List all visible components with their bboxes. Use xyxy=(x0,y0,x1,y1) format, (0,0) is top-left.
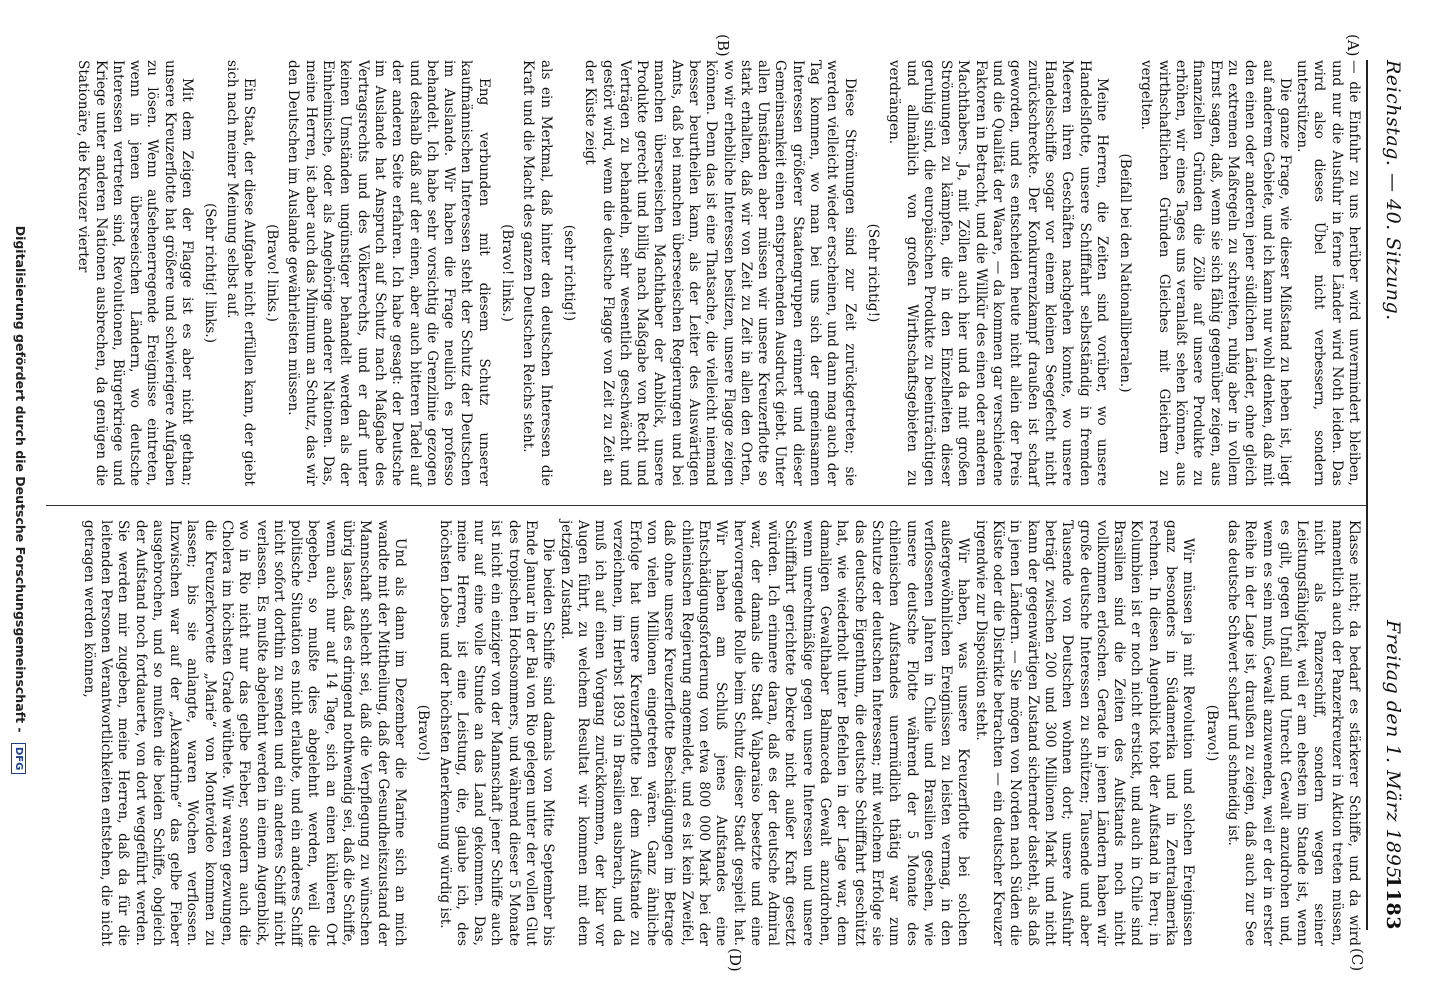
margin-marker-a: (A) xyxy=(1344,34,1362,57)
page-number: 1183 xyxy=(1382,875,1404,930)
paragraph: Mit dem Zeigen der Flagge ist es aber nicht gethan; unsere Kreuzerflotte hat größere und schwierigere Aufgaben zu lösen. Wenn aufsehenerregende Ereignisse eintreten, wenn in jenen überseeischen Ländern, wo deutsche Interessen vertreten sind, Revolutionen, Bürgerkriege und Kriege unter anderen Nationen ausbrechen, da genügen die Stationäre, die Kreuzer vierter xyxy=(75,60,195,486)
paragraph: Und als dann im Dezember die Marine sich an mich wandte mit der Mittheilung, daß der Gesundheitszustand der Mannschaft schlecht sei, daß die Verpflegung zu wünschen übrig lasse, daß es dringend nothwendig sei, daß die Schiffe, wenn auch nur auf 14 Tage, sich an einen kühleren Ort begeben, so mußte dies abgelehnt werden, weil die politische Situation es nicht erlaubte, und ein anderes Schiff nicht sofort dorthin zu senden und ein anderes Schiff nicht verlassen. Es mußte abgelehnt werden in einem Augenblick, wo in Rio nicht nur das gelbe Fieber, sondern auch die Cholera im höchsten Grade wüthete. Wir waren gezwungen, die Kreuzerkorvette „Marie“ von Montevideo kommen zu lassen; bis sie anlangte, waren Wochen verflossen. Inzwischen war auf der „Alexandrine“ das gelbe Fieber ausgebrochen, und so mußten die beiden Schiffe, obgleich der Aufstand noch fortdauerte, von dort weggeführt werden. Sie werden mir zugeben, meine Herren, daß da für die leitenden Personen Verantwortlichkeiten entstehen, die nicht getragen werden können, xyxy=(80,520,408,946)
paragraph: Wir haben, was unsere Kreuzerflotte bei solchen außergewöhnlichen Ereignissen zu leisten vermag, in den verflossenen Jahren in Chile und Brasilien gesehen, wie unsere deutsche Flotte während der 5 Monate des chilenischen Aufstandes unermüdlich thätig war zum Schutze der deutschen Interessen; mit welchem Erfolge sie das deutsche Eigenthum, die deutsche Schifffahrt geschützt hat, wie wiederholt unter Befehlen in der Lage war, dem damaligen Gewalthaber Balmaceda Gewalt anzudrohen, wenn unrechtmäßige gegen unsere Interessen und unsere Schifffahrt gerichtete Dekrete nicht außer Kraft gesetzt würden. Ich erinnere daran, daß es der deutsche Admiral war, der damals die Stadt Valparaiso besetzte und eine hervorragende Rolle beim Schutz dieser Stadt gespielt hat. Wir haben am Schluß jenes Aufstandes eine Entschädigungsforderung von etwa 800 000 Mark bei der chilenischen Regierung angemeldet, und es ist kein Zweifel, daß ohne unsere Kreuzerflotte Beschädigungen im Betrage von vielen Millionen eingetreten wären. Ganz ähnliche Erfolge hat unsere Kreuzerflotte bei dem Aufstande zu verzeichnen, im Herbst 1893 in Brasilien ausbrach, und da muß ich auf einen Vorgang zurückkommen, der klar vor Augen führt, zu welchem Resultat wir kommen mit dem jetzigen Zustand. xyxy=(557,520,972,946)
interjection: (Sehr richtig! links.) xyxy=(202,202,219,344)
interjection: (Beifall bei den Nationalliberalen.) xyxy=(1117,153,1134,393)
paragraph: Meine Herren, die Zeiten sind vorüber, wo unsere Handelsflotte, unsere Schifffahrt selbstständig in fremden Meeren ihren Geschäften nachgehen konnte, wo unsere Handelsschiffe sogar vor einem kleinen Seegefecht nicht zurückschreckte. Der Konkurrenzkampf draußen ist scharf geworden, und es entscheiden heute nicht allein der Preis und die Qualität der Waare, — da kommen gar verschiedene Faktoren in Betracht, und die Willkür des einen oder anderen Machthabers. Ja, mit Zöllen auch hier und da mit großen Strömungen zu kämpfen, die in den Einzelheiten dieser geruhig sind, die europäischen Produkte zu beeinträchtigen und allmählich von großen Wirthschaftsgebieten zu verdrängen. xyxy=(886,60,1110,486)
digitization-footer xyxy=(4,0,28,1000)
paragraph: Diese Strömungen sind zur Zeit zurückgetreten; sie werden vielleicht wieder erscheinen, und dann mag auch der Tag kommen, wo man bei uns sich der gemeinsamen Interessen größerer Staatengruppen erinnert und dieser Gemeinsamkeit einen entsprechenden Ausdruck giebt. Unter allen Umständen aber müssen wir unsere Kreuzerflotte so stark erhalten, daß wir von Zeit zu Zeit in allen den Orten, wo wir erhebliche Interessen besitzen, unsere Flagge zeigen können. Denn das ist eine Thatsache, die vielleicht niemand besser beurtheilen kann, als der Leiter des Auswärtigen Amts, daß bei manchen überseeischen Regierungen und bei manchen überseeischen Machthaber der Anblick, unsere Produkte gerecht und billig nach Maßgabe von Recht und Verträgen zu behandeln, sehr wesentlich geschwächt und gestört wird, wenn die deutsche Flagge von Zeit zu Zeit an der Küste zeigt xyxy=(582,60,858,486)
interjection: (sehr richtig!) xyxy=(560,224,577,322)
right-column xyxy=(79,520,1362,946)
interjection: (Bravo!) xyxy=(415,704,432,762)
footer-text: Digitalisierung gefördert durch die Deutsche Forschungsgemeinschaft - xyxy=(13,225,28,733)
running-head xyxy=(1374,60,1404,930)
dfg-logo: DFG xyxy=(11,743,26,774)
interjection: (Bravo! links.) xyxy=(264,224,281,322)
header-right: Freitag den 1. März 1895. xyxy=(1382,620,1404,886)
margin-marker-b: (B) xyxy=(714,34,732,57)
interjection: (Sehr richtig!) xyxy=(864,223,881,323)
margin-marker-c: (C) xyxy=(1348,948,1366,972)
header-rule xyxy=(1366,60,1368,930)
column-divider xyxy=(46,505,1366,506)
paragraph: Eng verbunden mit diesem Schutz unserer kaufmännischen Interessen steht der Schutz der Deutschen im Auslande. Wir haben die Frage neulich es professo behandelt. Ich habe sehr vorsichtig die Grenzlinie gezogen und deshalb daß auf der einen, aber auch bitteren Tadel auf der anderen Seite erfahren. Ich habe gesagt: der Deutsche im Auslande hat Anspruch auf Schutz nach Maßgabe des Vertragsrechts und des Völkerrechts, und er darf unter keinen Umständen ungünstiger behandelt werden als der Einheimische, oder als Angehörige anderer Nationen. Das, meine Herren, ist aber auch das Minimum an Schutz, das wir den Deutschen im Auslande gewährleisten müssen. xyxy=(285,60,492,486)
paragraph: Die ganze Frage, wie dieser Mißstand zu heben ist, liegt auf anderem Gebiete, und ich kann nur wohl denken, daß mit den einen oder anderen jener südlichen Länder, ohne gleich zu extremen Maßregeln zu schreiten, ruhig aber in vollem Ernst sagen, daß, wenn sie sich fähig gegenüber zeigen, aus finanziellen Gründen die Zölle auf unsere Produkte zu erhöhen, wir eines Tages uns veranlaßt sehen können, aus wirthschaftlichen Gründen Gleiches mit Gleichem zu vergelten. xyxy=(1138,60,1293,486)
paragraph: Klasse nicht; da bedarf es stärkerer Schiffe, und da wird namentlich auch der Panzerkreuzer in Aktion treten müssen, nicht als Panzerschiff, sondern wegen seiner Leistungsfähigkeit, weil er am ehesten im Stande ist, wenn es gilt, gegen Unfall und Unrecht Gewalt anzudrohen und, wenn es sein muß, Gewalt anzuwenden, weil er der in erster Reihe in der Lage ist, draußen zu zeigen, daß auch zur See das deutsche Schwert scharf und schneidig ist. xyxy=(1224,520,1362,946)
interjection: (Bravo!) xyxy=(1203,704,1220,762)
paragraph: Ein Staat, der diese Aufgabe nicht erfüllen kann, der giebt sich nach meiner Meinung selbst auf. xyxy=(223,60,257,486)
paragraph: Die beiden Schiffe sind damals von Mitte September bis Ende Januar in der Bai von Rio gelegen unter der vollen Glut des tropischen Hochsommers, und während dieser 5 Monate ist nicht ein einziger von der Mannschaft jener Schiffe auch nur auf eine volle Stunde an das Land gekommen. Das, meine Herren, ist eine Leistung, die, glaube ich, des höchsten Lobes und der höchsten Anerkennung würdig ist. xyxy=(436,520,557,946)
interjection: (Bravo! links.) xyxy=(499,224,516,322)
paragraph: als ein Merkmal, daß hinter den deutschen Interessen die Kraft und die Macht des ganzen Deutschen Reichs steht. xyxy=(520,60,554,486)
margin-marker-d: (D) xyxy=(726,948,744,972)
left-column xyxy=(74,60,1362,486)
paragraph: Wir müssen ja mit Revolution und solchen Ereignissen ganz besonders in Südamerika und in Zentralamerika rechnen. In diesen Augenblick tobt der Aufstand in Peru; in Kolumbien ist er noch nicht erstickt, und auch in Chile sind Brasilien sind die Zeiten des Aufstands noch nicht vollkommen erloschen. Gerade in jenen Ländern haben wir große deutsche Interessen zu schützen; Tausende und aber Tausende von Deutschen wohnen dort; unsere Ausfuhr beträgt zwischen 200 und 300 Millionen Mark und nicht kann der gegenwärtigen Zustand sichernder dasteht, als daß in jenen Ländern. — Sie mögen von Norden nach Süden die Küste oder die Distrikte betrachten — ein deutscher Kreuzer irgendwie zur Disposition steht. xyxy=(972,520,1197,946)
header-left: Reichstag. — 40. Sitzung. xyxy=(1382,60,1404,321)
paragraph: — die Einfuhr zu uns herüber wird unvermindert bleiben, und nur die Ausfuhr in ferne Länder wird Noth leiden. Das wird also dieses Übel nicht verbessern, sondern unterstützen. xyxy=(1294,60,1362,486)
